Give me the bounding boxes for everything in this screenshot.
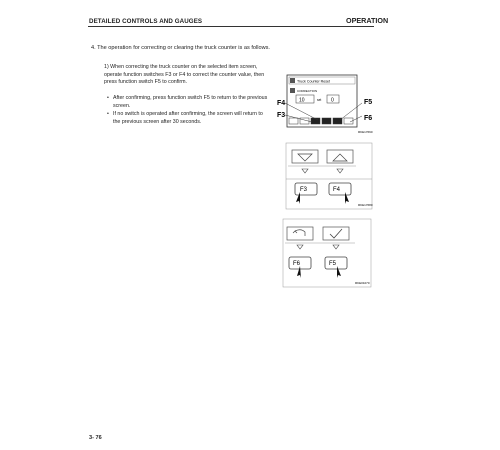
label-f4: F4 [277, 100, 286, 107]
return-key [287, 227, 313, 240]
screen-icon [290, 88, 295, 93]
counter-unit: set [317, 98, 322, 102]
f6-switch-label: F6 [293, 261, 301, 267]
screen-title: Truck Counter Reset [297, 79, 331, 84]
running-header-left: DETAILED CONTROLS AND GAUGES [89, 18, 203, 25]
running-header-right: OPERATION [346, 16, 389, 25]
page-number: 3- 76 [89, 435, 102, 441]
figure-1 [277, 75, 373, 134]
f3-switch-label: F3 [300, 187, 308, 193]
confirm-key [323, 227, 349, 240]
figure-3 [283, 219, 371, 287]
bullet-1-text: After confirming, press function switch F5 to return to the previous screen. [113, 95, 268, 109]
function-key-f5 [333, 118, 342, 124]
function-key-f4 [322, 118, 331, 124]
label-f3: F3 [277, 112, 286, 119]
f4-switch-label: F4 [333, 187, 341, 193]
bullet-dot: • [107, 95, 109, 101]
figure-2 [286, 143, 373, 209]
label-f5: F5 [364, 99, 373, 106]
screen-icon [290, 78, 295, 83]
figure-id: RKE01070 [355, 281, 370, 285]
bullet-dot: • [107, 111, 109, 117]
bullet-2-text: If no switch is operated after confirming, the screen will return to the previous screen after 30 seconds. [113, 111, 263, 125]
f5-switch-label: F5 [329, 261, 337, 267]
counter-value-2: 0 [331, 97, 334, 104]
label-f6: F6 [364, 115, 373, 122]
step-1-text: 1) When correcting the truck counter on the selected item screen, operate function switches F3 or F4 to correct the counter value, then press function switch F5 to confirm. [104, 64, 265, 86]
screen-subtitle: CORRECTION [297, 89, 318, 93]
figure-id: RKE17680 [358, 203, 373, 207]
step-4-text: 4. The operation for correcting or clearing the truck counter is as follows. [91, 45, 270, 51]
figure-id: RKE17690 [358, 130, 373, 134]
function-key-f1 [289, 118, 298, 124]
counter-value: 10 [299, 97, 305, 104]
